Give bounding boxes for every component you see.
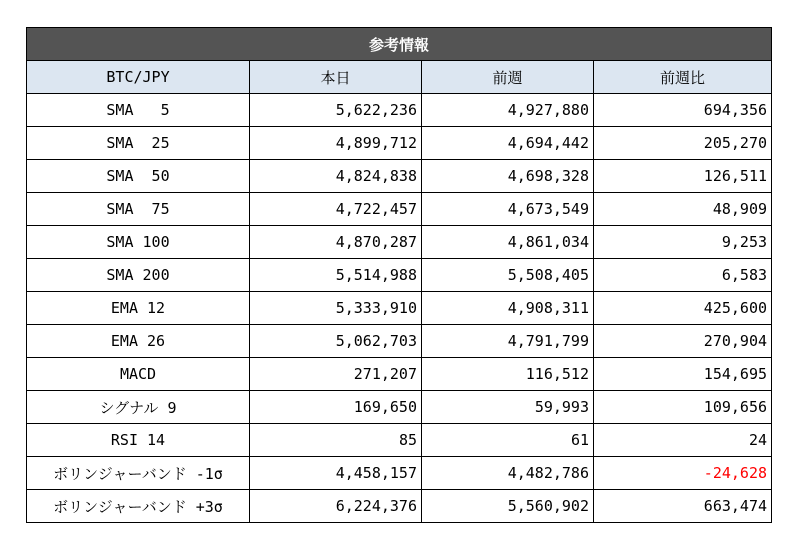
table-banner: 参考情報: [27, 28, 772, 61]
cell-today: 169,650: [250, 391, 422, 424]
table-row: [27, 259, 772, 292]
table-row: [27, 325, 772, 358]
table-row: [27, 457, 772, 490]
table-row: [27, 358, 772, 391]
cell-last-week: 5,508,405: [422, 259, 594, 292]
cell-week-over-week: 270,904: [594, 325, 772, 358]
row-label: シグナル 9: [27, 391, 250, 424]
table-row: [27, 193, 772, 226]
cell-week-over-week: 694,356: [594, 94, 772, 127]
col-header-pair: BTC/JPY: [27, 61, 250, 94]
cell-week-over-week: 205,270: [594, 127, 772, 160]
cell-week-over-week: 48,909: [594, 193, 772, 226]
row-label: SMA 200: [27, 259, 250, 292]
table-row: [27, 127, 772, 160]
cell-last-week: 4,927,880: [422, 94, 594, 127]
cell-today: 5,333,910: [250, 292, 422, 325]
table-row: [27, 391, 772, 424]
cell-today: 4,899,712: [250, 127, 422, 160]
cell-today: 4,722,457: [250, 193, 422, 226]
row-label: RSI 14: [27, 424, 250, 457]
cell-last-week: 4,791,799: [422, 325, 594, 358]
cell-last-week: 59,993: [422, 391, 594, 424]
column-header-row: [27, 61, 772, 94]
cell-today: 6,224,376: [250, 490, 422, 523]
cell-today: 5,062,703: [250, 325, 422, 358]
cell-today: 5,622,236: [250, 94, 422, 127]
cell-today: 4,824,838: [250, 160, 422, 193]
row-label: SMA 5: [27, 94, 250, 127]
reference-info-table: [26, 27, 772, 523]
cell-week-over-week: 126,511: [594, 160, 772, 193]
cell-week-over-week: 154,695: [594, 358, 772, 391]
table-row: [27, 424, 772, 457]
cell-week-over-week: 6,583: [594, 259, 772, 292]
col-header-week-over-week: 前週比: [594, 61, 772, 94]
row-label: ボリンジャーバンド +3σ: [27, 490, 250, 523]
cell-today: 5,514,988: [250, 259, 422, 292]
cell-last-week: 4,482,786: [422, 457, 594, 490]
row-label: MACD: [27, 358, 250, 391]
table-row: [27, 160, 772, 193]
table-banner-row: [27, 28, 772, 61]
row-label: EMA 26: [27, 325, 250, 358]
cell-last-week: 61: [422, 424, 594, 457]
cell-today: 85: [250, 424, 422, 457]
row-label: SMA 100: [27, 226, 250, 259]
cell-week-over-week: 109,656: [594, 391, 772, 424]
table-row: [27, 490, 772, 523]
table-row: [27, 226, 772, 259]
cell-week-over-week: 663,474: [594, 490, 772, 523]
row-label: SMA 50: [27, 160, 250, 193]
table-row: [27, 292, 772, 325]
cell-last-week: 116,512: [422, 358, 594, 391]
cell-today: 4,870,287: [250, 226, 422, 259]
row-label: SMA 25: [27, 127, 250, 160]
cell-week-over-week-negative: -24,628: [594, 457, 772, 490]
cell-last-week: 5,560,902: [422, 490, 594, 523]
cell-today: 4,458,157: [250, 457, 422, 490]
cell-last-week: 4,694,442: [422, 127, 594, 160]
cell-today: 271,207: [250, 358, 422, 391]
row-label: SMA 75: [27, 193, 250, 226]
cell-last-week: 4,673,549: [422, 193, 594, 226]
table-row: [27, 94, 772, 127]
row-label: ボリンジャーバンド -1σ: [27, 457, 250, 490]
cell-last-week: 4,908,311: [422, 292, 594, 325]
col-header-today: 本日: [250, 61, 422, 94]
cell-week-over-week: 425,600: [594, 292, 772, 325]
cell-week-over-week: 9,253: [594, 226, 772, 259]
cell-last-week: 4,698,328: [422, 160, 594, 193]
cell-week-over-week: 24: [594, 424, 772, 457]
col-header-last-week: 前週: [422, 61, 594, 94]
row-label: EMA 12: [27, 292, 250, 325]
cell-last-week: 4,861,034: [422, 226, 594, 259]
